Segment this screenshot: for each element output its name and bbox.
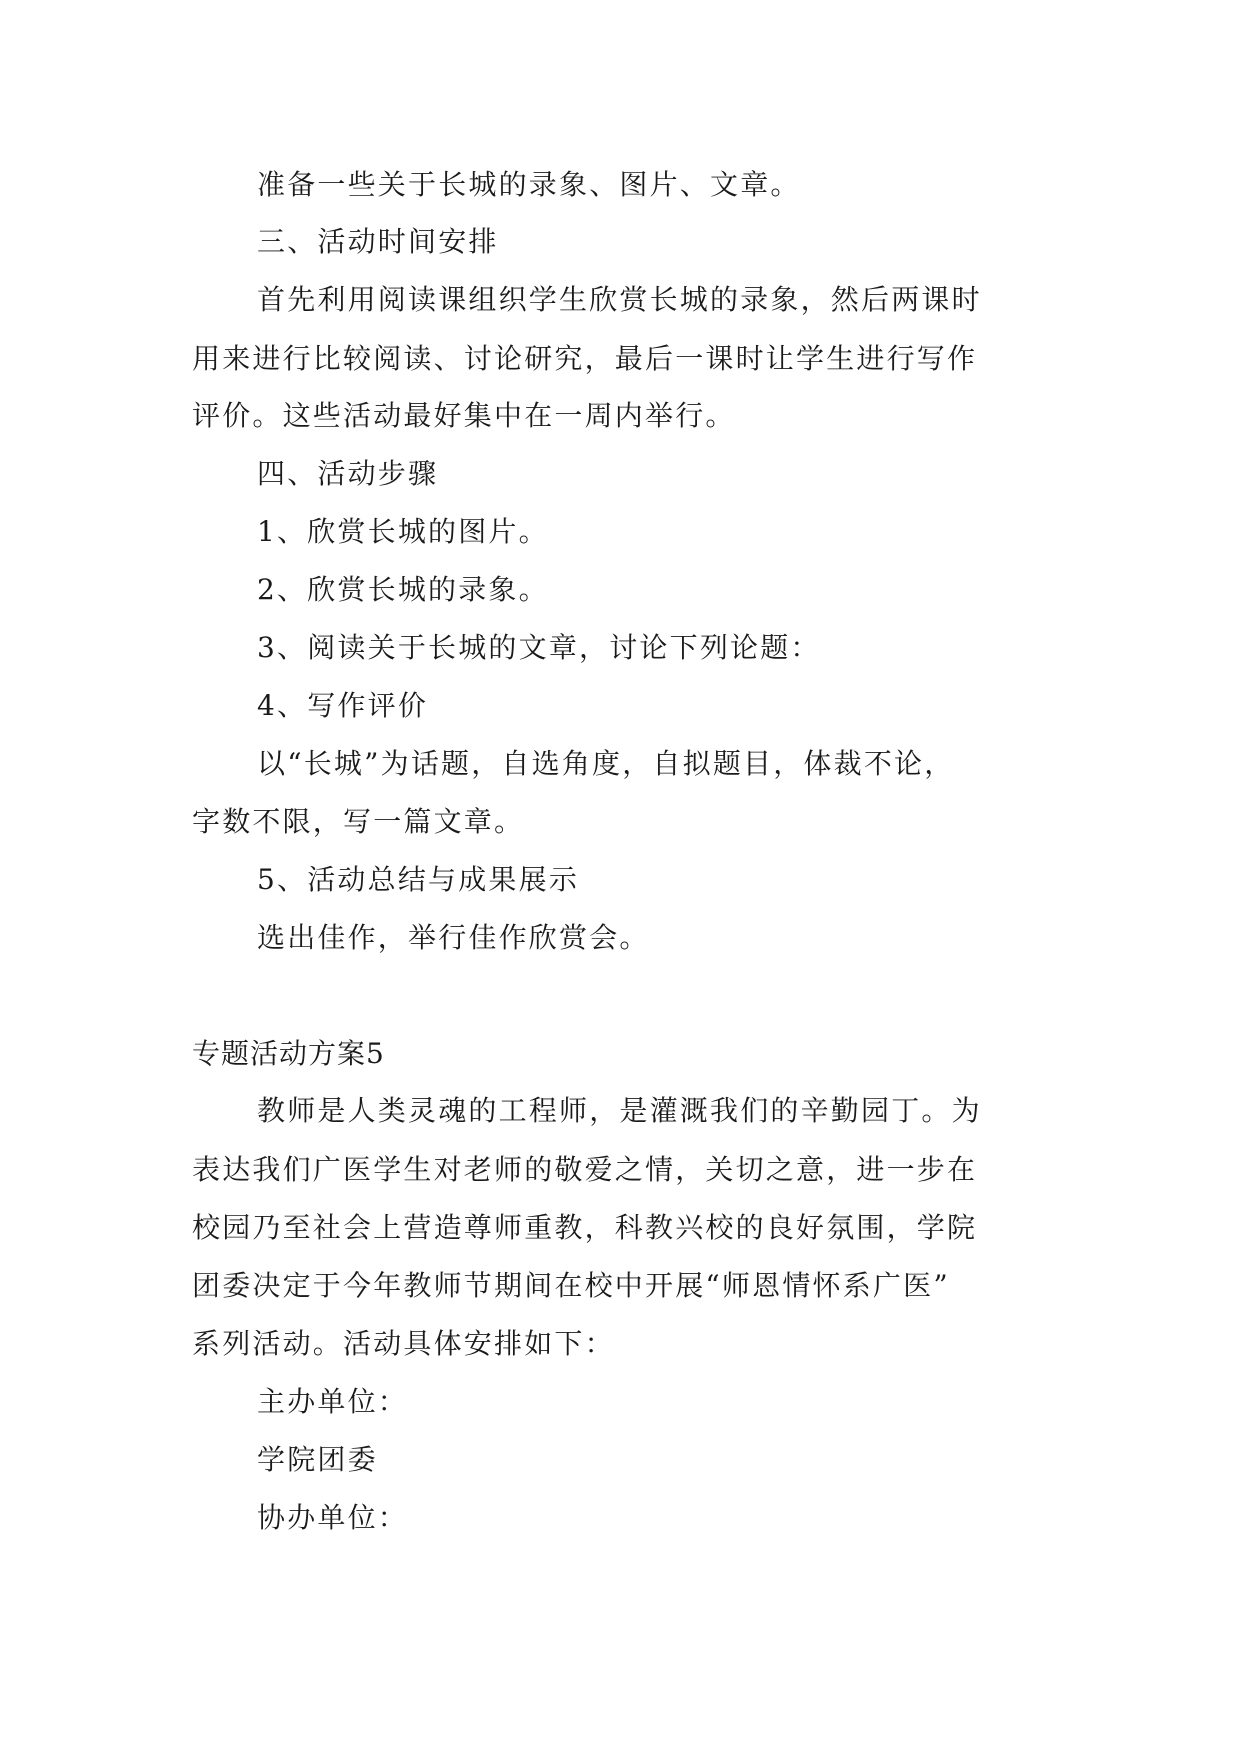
- materials-line: 准备一些关于长城的录象、图片、文章。: [257, 168, 801, 201]
- schedule-paragraph-line-2: 用来进行比较阅读、讨论研究，最后一课时让学生进行写作: [192, 342, 978, 375]
- intro-paragraph-line-3: 校园乃至社会上营造尊师重教，科教兴校的良好氛围，学院: [192, 1211, 978, 1244]
- intro-paragraph-line-4: 团委决定于今年教师节期间在校中开展“师恩情怀系广医”: [192, 1269, 950, 1302]
- section-title: 专题活动方案5: [192, 1037, 385, 1070]
- co-host-label: 协办单位：: [257, 1501, 409, 1534]
- step-1: 1、欣赏长城的图片。: [257, 515, 549, 548]
- intro-paragraph-line-2: 表达我们广医学生对老师的敬爱之情，关切之意，进一步在: [192, 1153, 978, 1186]
- host-label: 主办单位：: [257, 1385, 409, 1418]
- host-value: 学院团委: [257, 1443, 378, 1476]
- step-5: 5、活动总结与成果展示: [257, 863, 580, 896]
- essay-paragraph-line-1: 以“长城”为话题，自选角度，自拟题目，体裁不论，: [257, 747, 955, 780]
- step-4: 4、写作评价: [257, 689, 429, 722]
- schedule-paragraph-line-3: 评价。这些活动最好集中在一周内举行。: [192, 399, 736, 432]
- essay-paragraph-line-2: 字数不限，写一篇文章。: [192, 805, 525, 838]
- step-2: 2、欣赏长城的录象。: [257, 573, 549, 606]
- section-heading-schedule: 三、活动时间安排: [257, 225, 499, 258]
- showcase-line: 选出佳作，举行佳作欣赏会。: [257, 921, 650, 954]
- intro-paragraph-line-1: 教师是人类灵魂的工程师，是灌溉我们的辛勤园丁。为: [257, 1094, 982, 1127]
- schedule-paragraph-line-1: 首先利用阅读课组织学生欣赏长城的录象，然后两课时: [257, 283, 982, 316]
- step-3: 3、阅读关于长城的文章，讨论下列论题：: [257, 631, 821, 664]
- intro-paragraph-line-5: 系列活动。活动具体安排如下：: [192, 1327, 615, 1360]
- section-heading-steps: 四、活动步骤: [257, 457, 439, 490]
